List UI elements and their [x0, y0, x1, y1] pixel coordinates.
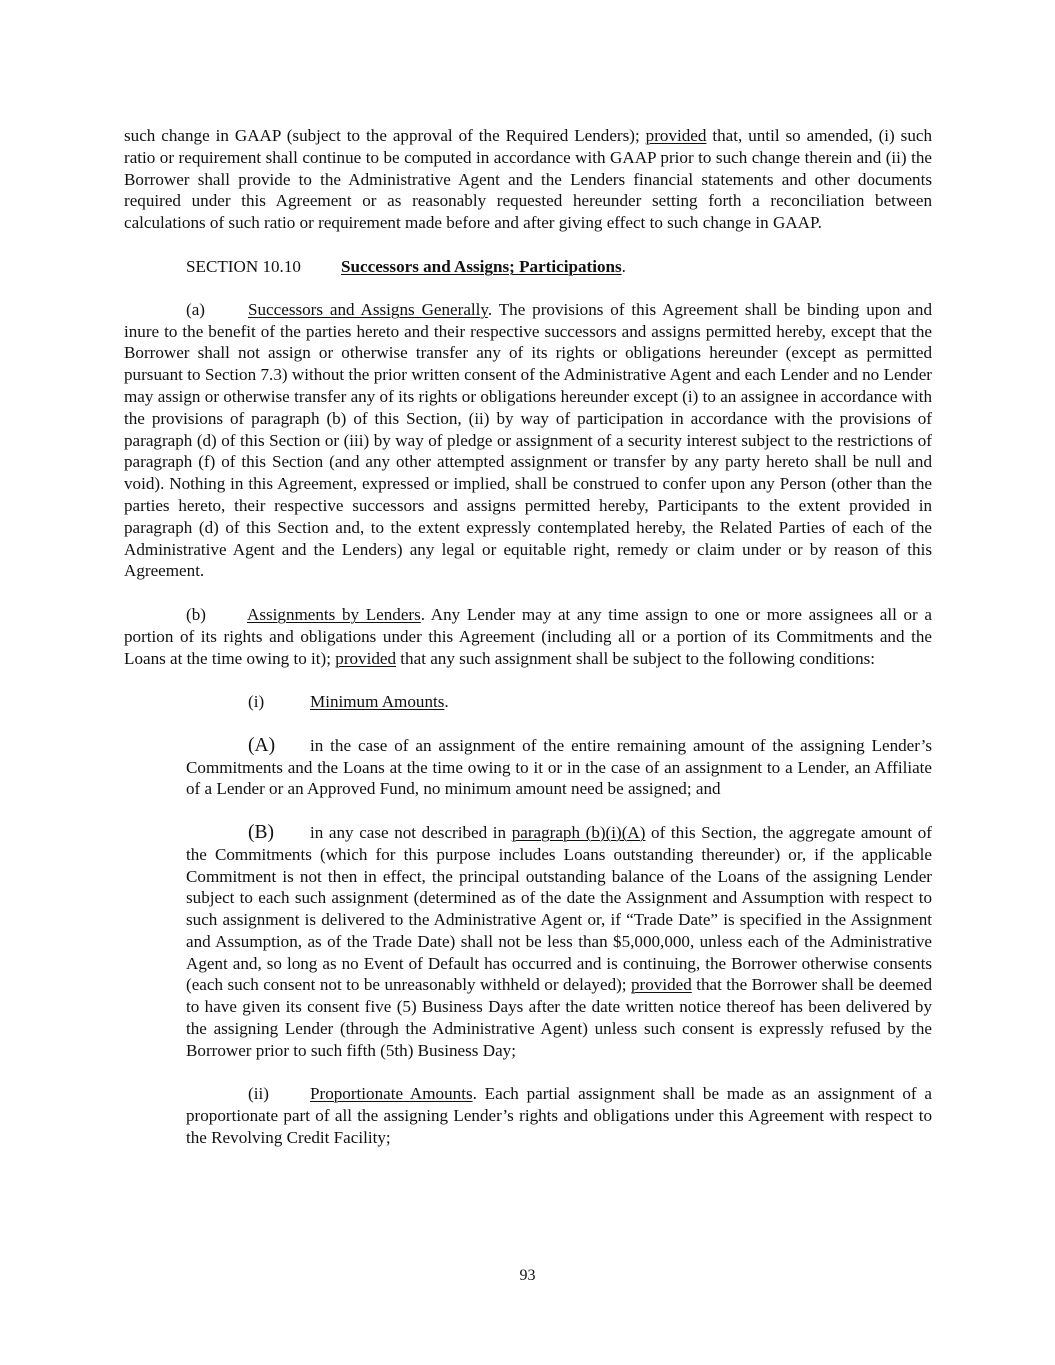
paragraph-reference: paragraph (b)(i)(A) [511, 822, 646, 842]
paragraph-b-heading: Assignments by Lenders [247, 604, 421, 624]
paragraph-b: (b) Assignments by Lenders. Any Lender may at any time assign to one or more assignees all or a portion of its rights and obligations under this Agreement (including all or a portion of its Commitments and the Loans at the time owing to it); provided that any such assignment shall be subject to the following conditions: [124, 604, 932, 668]
paragraph-a-label: (a) [186, 299, 205, 319]
paragraph-a: (a) Successors and Assigns Generally. The provisions of this Agreement shall be binding upon and inure to the benefit of the parties hereto and their respective successors and assigns permitted hereby, except that the Borrower shall not assign or otherwise transfer any of its rights or obligations hereunder (except as permitted pursuant to Section 7.3) without the prior written consent of the Administrative Agent and each Lender and no Lender may assign or otherwise transfer any of its rights or obligations hereunder except (i) to an assignee in accordance with the provisions of paragraph (b) of this Section, (ii) by way of participation in accordance with the provisions of paragraph (d) of this Section or (iii) by way of pledge or assignment of a security interest subject to the restrictions of paragraph (f) of this Section (and any other attempted assignment or transfer by any party hereto shall be null and void). Nothing in this Agreement, expressed or implied, shall be construed to confer upon any Person (other than the parties hereto, their respective successors and assigns permitted hereby, Participants to the extent provided in paragraph (d) of this Section and, to the extent expressly contemplated hereby, the Related Parties of each of the Administrative Agent and the Lenders) any legal or equitable right, remedy or claim under or by reason of this Agreement. [124, 299, 932, 581]
paragraph-a-heading: Successors and Assigns Generally [248, 299, 488, 319]
document-page [124, 125, 932, 1149]
paragraph-b-label: (b) [186, 604, 206, 624]
paragraph-ii-heading: Proportionate Amounts [310, 1084, 473, 1104]
paragraph-i: (i) Minimum Amounts. [248, 692, 449, 712]
provided-term: provided [645, 126, 707, 145]
section-number: SECTION 10.10 [186, 256, 301, 276]
paragraph-gaap-continuation: such change in GAAP (subject to the approval of the Required Lenders); provided that, until so amended, (i) such ratio or requirement shall continue to be computed in accordance with GAAP prior to such change therein and (ii) the Borrower shall provide to the Administrative Agent and the Lenders financial statements and other documents required under this Agreement or as reasonably requested hereunder setting forth a reconciliation between calculations of such ratio or requirement made before and after giving effect to such change in GAAP. [124, 126, 932, 233]
paragraph-ii: (ii) Proportionate Amounts. Each partial assignment shall be made as an assignment of a proportionate part of all the assigning Lender’s rights and obligations under this Agreement with respect to the Revolving Credit Facility; [186, 1084, 932, 1148]
paragraph-ii-label: (ii) [248, 1084, 269, 1104]
provided-term: provided [631, 975, 692, 995]
paragraph-B-label: (B) [248, 821, 274, 843]
section-heading: SECTION 10.10 Successors and Assigns; Participations. [186, 256, 626, 276]
paragraph-B: (B) in any case not described in paragraph (b)(i)(A) of this Section, the aggregate amount of the Commitments (which for this purpose includes Loans outstanding thereunder) or, if the applicable Commitment is not then in effect, the principal outstanding balance of the Loans of the assigning Lender subject to each such assignment (determined as of the date the Assignment and Assumption with respect to such assignment is delivered to the Administrative Agent or, if “Trade Date” is specified in the Assignment and Assumption, as of the Trade Date) shall not be less than $5,000,000, unless each of the Administrative Agent and, so long as no Event of Default has occurred and is continuing, the Borrower otherwise consents (each such consent not to be unreasonably withheld or delayed); provided that the Borrower shall be deemed to have given its consent five (5) Business Days after the date written notice thereof has been delivered by the assigning Lender (through the Administrative Agent) unless such consent is expressly refused by the Borrower prior to such fifth (5th) Business Day; [186, 821, 933, 1060]
paragraph-A: (A) in the case of an assignment of the entire remaining amount of the assigning Lender’s Commitments and the Loans at the time owing to it or in the case of an assignment to a Lender, an Affiliate of a Lender or an Approved Fund, no minimum amount need be assigned; and [186, 734, 932, 799]
section-title: Successors and Assigns; Participations [341, 256, 622, 276]
paragraph-i-heading: Minimum Amounts [310, 692, 445, 712]
provided-term: provided [335, 648, 397, 668]
page-number: 93 [519, 1267, 536, 1284]
paragraph-A-label: (A) [248, 734, 276, 756]
paragraph-i-label: (i) [248, 692, 265, 712]
